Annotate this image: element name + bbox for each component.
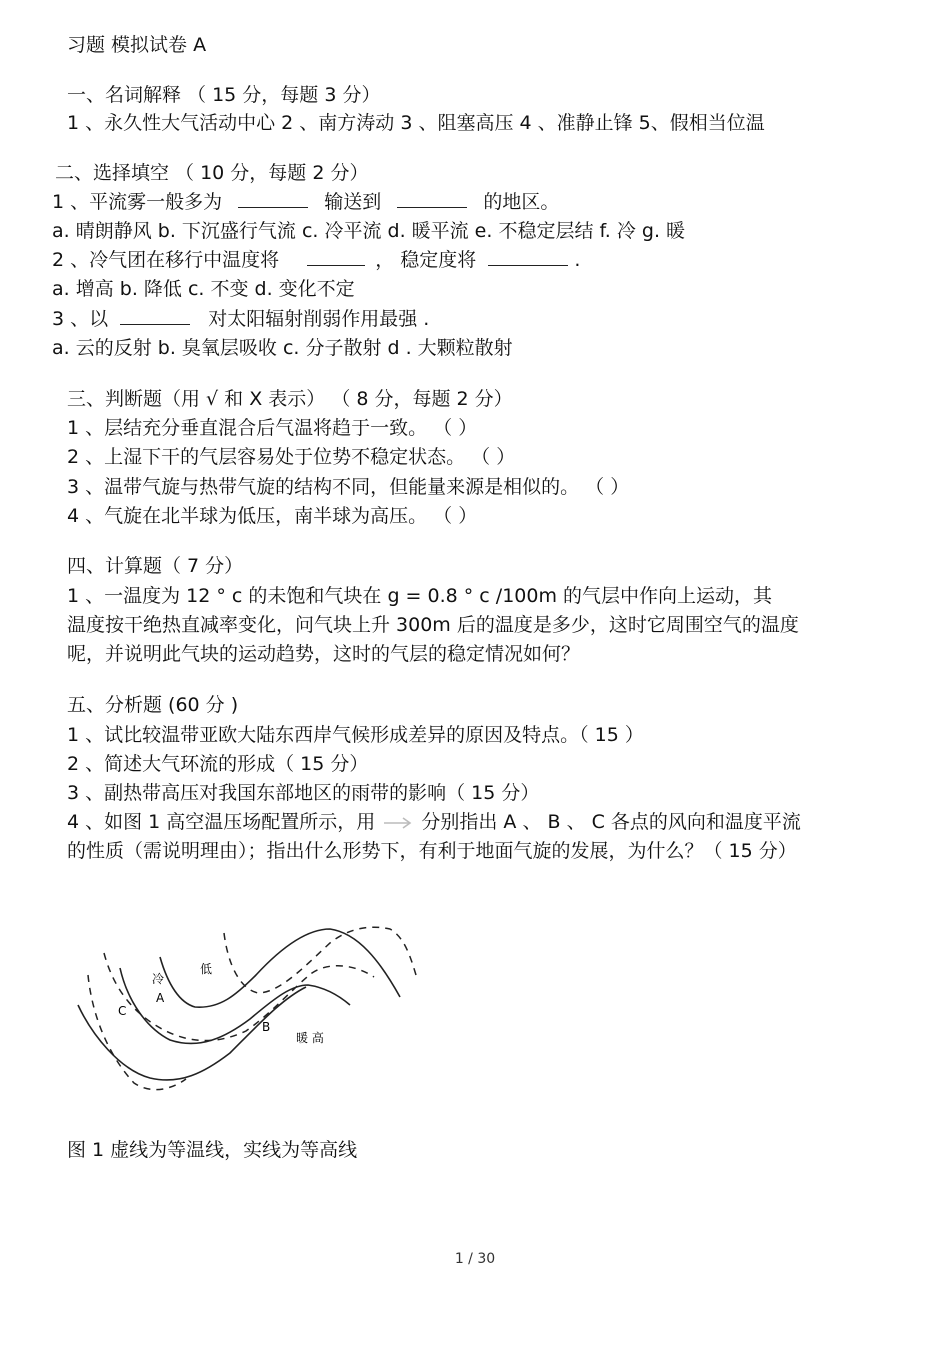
- isotherm-line-1: [224, 927, 416, 993]
- q1-text-b: 输送到: [324, 191, 382, 213]
- label-warm-high: 暖 高: [296, 1031, 324, 1045]
- q1-text-c: 的地区。: [483, 191, 560, 213]
- section-5-q4: [67, 809, 801, 835]
- q4-text-a: 4 、如图 1 高空温压场配置所示，用: [67, 811, 376, 833]
- q2-blank-1[interactable]: [307, 247, 365, 266]
- q1-blank-2[interactable]: [397, 189, 467, 208]
- section-3-heading: 三、判断题（用 √ 和 X 表示） （ 8 分，每题 2 分）: [67, 388, 513, 410]
- q1-text-a: 1 、平流雾一般多为: [52, 191, 223, 213]
- q1-blank-1[interactable]: [238, 189, 308, 208]
- q2-blank-2[interactable]: [488, 247, 568, 266]
- section-3-q1: 1 、层结充分垂直混合后气温将趋于一致。 （ ）: [67, 417, 478, 439]
- section-1-heading: 一、名词解释 （ 15 分，每题 3 分）: [67, 84, 381, 106]
- section-4-line-3: 呢，并说明此气块的运动趋势，这时的气层的稳定情况如何？: [67, 643, 581, 665]
- page-number: 1 / 30: [454, 1251, 496, 1267]
- point-c-label: C: [118, 1004, 127, 1018]
- section-5-q1: 1 、试比较温带亚欧大陆东西岸气候形成差异的原因及特点。（ 15 ）: [67, 724, 644, 746]
- section-3-q4: 4 、气旋在北半球为低压，南半球为高压。 （ ）: [67, 505, 478, 527]
- section-2-q3-options: a. 云的反射 b. 臭氧层吸收 c. 分子散射 d . 大颗粒散射: [52, 337, 513, 359]
- section-1-terms: 1 、永久性大气活动中心 2 、南方涛动 3 、阻塞高压 4 、准静止锋 5、假相当位温: [67, 112, 765, 134]
- section-2-q2: [52, 247, 580, 273]
- q2-text-b: ， 稳定度将: [375, 249, 477, 271]
- section-2-q2-options: a. 增高 b. 降低 c. 不变 d. 变化不定: [52, 278, 355, 300]
- section-5-q3: 3 、副热带高压对我国东部地区的雨带的影响（ 15 分）: [67, 782, 540, 804]
- section-5-q2: 2 、简述大气环流的形成（ 15 分）: [67, 753, 369, 775]
- section-2-q3: [52, 306, 429, 332]
- q2-text-c: .: [574, 249, 581, 271]
- section-2-heading: 二、选择填空 （ 10 分，每题 2 分）: [55, 162, 369, 184]
- arrow-right-icon: [381, 816, 415, 830]
- label-low: 低: [200, 962, 213, 976]
- section-4-line-1: 1 、一温度为 12 ° c 的未饱和气块在 g = 0.8 ° c /100m 的气层中作向上运动，其: [67, 585, 773, 607]
- section-4-line-2: 温度按干绝热直减率变化，问气块上升 300m 后的温度是多少，这时它周围空气的温度: [67, 614, 799, 636]
- q3-text-a: 3 、以: [52, 308, 109, 330]
- q3-blank[interactable]: [120, 306, 190, 325]
- section-5-heading: 五、分析题 (60 分 ): [67, 694, 239, 716]
- q2-text-a: 2 、冷气团在移行中温度将: [52, 249, 280, 271]
- point-a-label: A: [156, 991, 165, 1005]
- figure-caption: 图 1 虚线为等温线，实线为等高线: [67, 1139, 358, 1161]
- section-4-heading: 四、计算题（ 7 分）: [67, 555, 244, 577]
- q4-text-b: 分别指出 A 、 B 、 C 各点的风向和温度平流: [421, 811, 801, 833]
- section-2-q1: [52, 189, 559, 215]
- page-title: 习题 模拟试卷 A: [67, 34, 207, 56]
- section-2-q1-options: a. 晴朗静风 b. 下沉盛行气流 c. 冷平流 d. 暖平流 e. 不稳定层结 f. 冷 g. 暖: [52, 220, 686, 242]
- point-b-label: B: [262, 1020, 271, 1034]
- label-cold: 冷: [152, 972, 165, 986]
- section-3-q2: 2 、上湿下干的气层容易处于位势不稳定状态。 （ ）: [67, 446, 516, 468]
- isotherm-contour-figure: [68, 905, 418, 1095]
- q3-text-b: 对太阳辐射削弱作用最强 .: [208, 308, 430, 330]
- section-5-q4-line-2: 的性质（需说明理由）；指出什么形势下，有利于地面气旋的发展，为什么？（ 15 分）: [67, 840, 797, 862]
- section-3-q3: 3 、温带气旋与热带气旋的结构不同，但能量来源是相似的。 （ ）: [67, 476, 630, 498]
